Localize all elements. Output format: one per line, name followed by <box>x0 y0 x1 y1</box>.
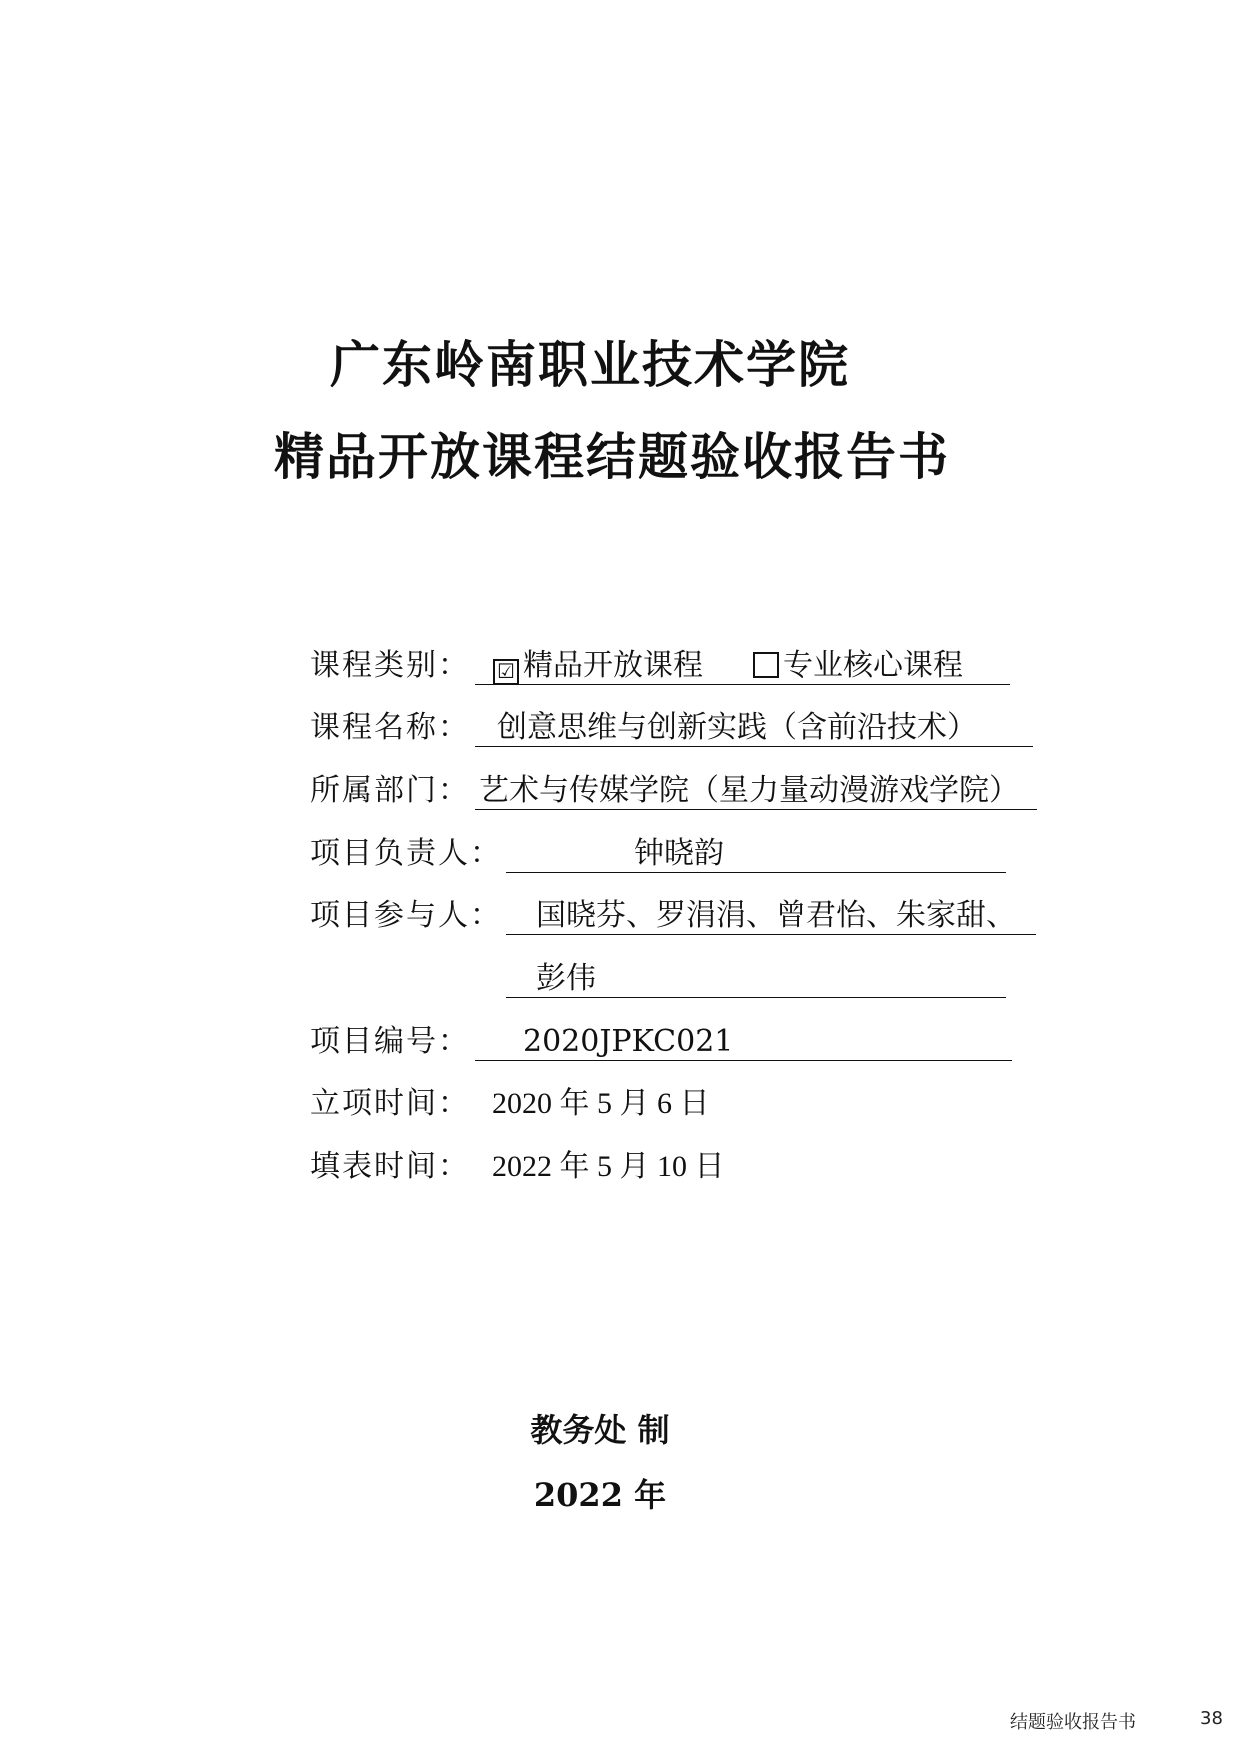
title-line-2: 精品开放课程结题验收报告书 <box>274 427 950 486</box>
start-date-label: 立项时间： <box>310 1086 470 1121</box>
leader-value <box>506 832 1006 873</box>
start-date-text: 2020 年 5 月 6 日 <box>492 1087 710 1120</box>
start-date-row <box>310 1082 1040 1126</box>
course-name-text: 创意思维与创新实践（含前沿技术） <box>497 710 977 745</box>
category-label: 课程类别： <box>310 648 470 683</box>
project-no-text: 2020JPKC021 <box>523 1024 734 1059</box>
department-label: 所属部门： <box>310 773 470 808</box>
participants-label: 项目参与人： <box>310 898 502 933</box>
department-row <box>310 769 1040 813</box>
leader-text: 钟晓韵 <box>634 836 724 871</box>
category-row <box>310 644 1010 688</box>
title-line-1: 广东岭南职业技术学院 <box>330 335 850 394</box>
course-name-row <box>310 706 1040 750</box>
category-option-1[interactable] <box>493 644 703 688</box>
category-option-1-label: 精品开放课程 <box>523 648 703 683</box>
course-name-label: 课程名称： <box>310 710 470 745</box>
category-value <box>475 644 1010 685</box>
fill-date-label: 填表时间： <box>310 1149 470 1184</box>
project-no-row <box>310 1020 1040 1064</box>
participants-value-line-1 <box>506 894 1036 935</box>
leader-label: 项目负责人： <box>310 836 502 871</box>
footer-doc-title: 结题验收报告书 <box>1010 1712 1136 1733</box>
participants-row <box>310 894 1040 938</box>
project-no-label: 项目编号： <box>310 1024 470 1059</box>
category-option-2[interactable] <box>753 644 963 688</box>
checked-box-icon: ☑ <box>493 659 519 685</box>
participants-text-1: 国晓芬、罗涓涓、曾君怡、朱家甜、 <box>536 898 1016 933</box>
participants-row-2 <box>310 957 1040 1001</box>
leader-row <box>310 832 1010 876</box>
department-value <box>475 769 1037 810</box>
page-number: 38 <box>1200 1708 1223 1729</box>
fill-date-text: 2022 年 5 月 10 日 <box>492 1150 725 1183</box>
page-footer <box>1010 1708 1223 1734</box>
participants-value-line-2 <box>506 957 1006 998</box>
category-option-2-label: 专业核心课程 <box>783 648 963 683</box>
issue-year: 2022 年 <box>533 1476 667 1514</box>
participants-text-2: 彭伟 <box>536 961 596 996</box>
course-name-value <box>475 706 1033 747</box>
project-no-value <box>475 1020 1012 1061</box>
unchecked-box-icon <box>753 652 779 678</box>
issuer: 教务处 制 <box>530 1411 670 1449</box>
department-text: 艺术与传媒学院（星力量动漫游戏学院） <box>479 773 1019 808</box>
fill-date-row <box>310 1145 1040 1189</box>
